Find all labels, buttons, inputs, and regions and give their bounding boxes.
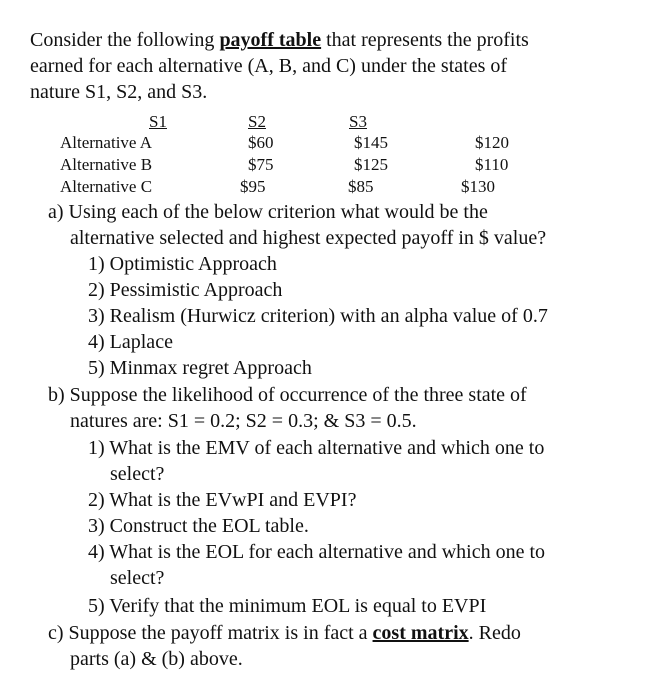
part-c-line-1 (48, 621, 521, 645)
payoff-table-term: payoff table (219, 29, 322, 51)
part-c-text-before: c) Suppose the payoff matrix is in fact a (48, 622, 373, 644)
header-s3: S3 (349, 112, 367, 131)
row-label-alternative-c: Alternative C (60, 177, 153, 196)
header-s1: S1 (149, 112, 167, 131)
cell-c-s3: $85 (348, 177, 374, 196)
part-b-line-2: natures are: S1 = 0.2; S2 = 0.3; & S3 = 0.5. (70, 410, 417, 432)
header-s2: S2 (248, 112, 266, 131)
part-a-item-1: 1) Optimistic Approach (88, 253, 277, 275)
part-c-line-2: parts (a) & (b) above. (70, 648, 243, 670)
cell-b-s2: $75 (248, 155, 274, 174)
cell-a-s2: $60 (248, 133, 274, 152)
part-b-line-1: b) Suppose the likelihood of occurrence of the three state of (48, 384, 527, 406)
row-label-alternative-b: Alternative B (60, 155, 153, 174)
part-a-item-3: 3) Realism (Hurwicz criterion) with an alpha value of 0.7 (88, 305, 548, 327)
part-b-item-4-line-1: 4) What is the EOL for each alternative and which one to (88, 541, 546, 563)
cell-b-s3: $125 (354, 155, 388, 174)
cell-c-s2: $95 (240, 177, 266, 196)
part-a-item-5: 5) Minmax regret Approach (88, 357, 312, 379)
cell-c-extra: $130 (461, 177, 495, 196)
part-b-item-1-line-2: select? (110, 463, 165, 485)
intro-text-after: that represents the profits (321, 29, 529, 51)
intro-line-1 (30, 28, 529, 52)
part-a-line-2: alternative selected and highest expected payoff in $ value? (70, 227, 547, 249)
intro-text-before: Consider the following (30, 29, 220, 51)
part-b-item-4-line-2: select? (110, 567, 165, 589)
part-b-item-1-line-1: 1) What is the EMV of each alternative and which one to (88, 437, 545, 459)
part-a-item-2: 2) Pessimistic Approach (88, 279, 283, 301)
part-b-item-3: 3) Construct the EOL table. (88, 515, 309, 537)
part-a-line-1: a) Using each of the below criterion what would be the (48, 201, 488, 223)
part-b-item-5: 5) Verify that the minimum EOL is equal to EVPI (88, 595, 487, 617)
intro-line-2: earned for each alternative (A, B, and C) under the states of (30, 55, 508, 77)
cost-matrix-term: cost matrix (372, 622, 469, 644)
cell-a-extra: $120 (475, 133, 509, 152)
row-label-alternative-a: Alternative A (60, 133, 153, 152)
cell-a-s3: $145 (354, 133, 388, 152)
part-a-item-4: 4) Laplace (88, 331, 173, 353)
intro-line-3: nature S1, S2, and S3. (30, 81, 208, 103)
part-b-item-2: 2) What is the EVwPI and EVPI? (88, 489, 357, 511)
part-c-text-after: . Redo (468, 622, 521, 644)
cell-b-extra: $110 (475, 155, 509, 174)
